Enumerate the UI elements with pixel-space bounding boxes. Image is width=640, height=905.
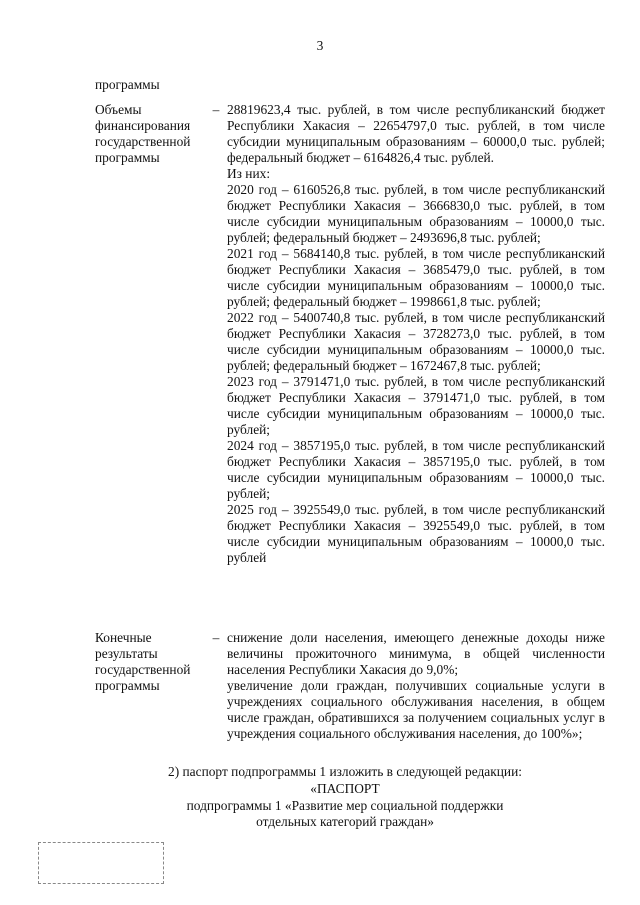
finance-label-line: государственной	[95, 134, 191, 149]
continued-label: программы	[95, 77, 160, 92]
results-label-line: результаты	[95, 646, 158, 661]
finance-year-2021: 2021 год – 5684140,8 тыс. рублей, в том числе республиканский бюджет Республики Хакасия – 3685479,0 тыс. рублей, в том числе субсидии муниципальным образованиям – 10000,0 тыс. рублей; федеральный бюджет – 1998661,8 тыс. рублей;	[227, 246, 605, 309]
finance-year-2022: 2022 год – 5400740,8 тыс. рублей, в том числе республиканский бюджет Республики Хакасия – 3728273,0 тыс. рублей, в том числе субсидии муниципальным образованиям – 10000,0 тыс. рублей; федеральный бюджет – 1672467,8 тыс. рублей;	[227, 310, 605, 373]
pasport-heading: «ПАСПОРТ	[310, 781, 380, 796]
finance-row	[95, 102, 605, 566]
finance-label	[95, 102, 205, 566]
results-label	[95, 630, 205, 742]
finance-year-2024: 2024 год – 3857195,0 тыс. рублей, в том числе республиканский бюджет Республики Хакасия – 3857195,0 тыс. рублей, в том числе субсидии муниципальным образованиям – 10000,0 тыс. рублей;	[227, 438, 605, 501]
results-label-line: программы	[95, 678, 160, 693]
results-item: увеличение доли граждан, получивших социальные услуги в учреждениях социального обслуживания населения, в общем числе граждан, обратившихся за получением социальных услуг в учреждения социального обслуживания населения, до 100%»;	[227, 678, 605, 741]
subprogram-title-line-2: отдельных категорий граждан»	[256, 814, 434, 829]
finance-label-line: финансирования	[95, 118, 191, 133]
finance-year-2020: 2020 год – 6160526,8 тыс. рублей, в том числе республиканский бюджет Республики Хакасия – 3666830,0 тыс. рублей, в том числе субсидии муниципальным образованиям – 10000,0 тыс. рублей; федеральный бюджет – 2493696,8 тыс. рублей;	[227, 182, 605, 245]
registration-stamp	[38, 842, 164, 884]
results-item: снижение доли населения, имеющего денежные доходы ниже величины прожиточного минимума, в общей численности населения Республики Хакасия до 9,0%;	[227, 630, 605, 677]
subprogram-title-line-1: подпрограммы 1 «Развитие мер социальной поддержки	[186, 798, 504, 813]
page-number: 3	[316, 38, 324, 53]
decree-line: 2) паспорт подпрограммы 1 изложить в следующей редакции:	[168, 764, 522, 779]
results-row	[95, 630, 605, 742]
results-label-line: государственной	[95, 662, 191, 677]
results-body	[227, 630, 605, 742]
finance-dash: –	[212, 102, 220, 117]
finance-intro: 28819623,4 тыс. рублей, в том числе республиканский бюджет Республики Хакасия – 22654797,0 тыс. рублей, в том числе субсидии муниципальным образованиям – 60000,0 тыс. рублей; федеральный бюджет – 6164826,4 тыс. рублей.	[227, 102, 605, 165]
finance-label-line: Объемы	[95, 102, 142, 117]
results-dash: –	[212, 630, 220, 645]
finance-of-them: Из них:	[227, 166, 271, 181]
finance-year-2023: 2023 год – 3791471,0 тыс. рублей, в том числе республиканский бюджет Республики Хакасия – 3791471,0 тыс. рублей, в том числе субсидии муниципальным образованиям – 10000,0 тыс. рублей;	[227, 374, 605, 437]
finance-body	[227, 102, 605, 566]
finance-year-2025: 2025 год – 3925549,0 тыс. рублей, в том числе республиканский бюджет Республики Хакасия – 3925549,0 тыс. рублей, в том числе субсидии муниципальным образованиям – 10000,0 тыс. рублей	[227, 502, 605, 565]
results-label-line: Конечные	[95, 630, 152, 645]
finance-label-line: программы	[95, 150, 160, 165]
